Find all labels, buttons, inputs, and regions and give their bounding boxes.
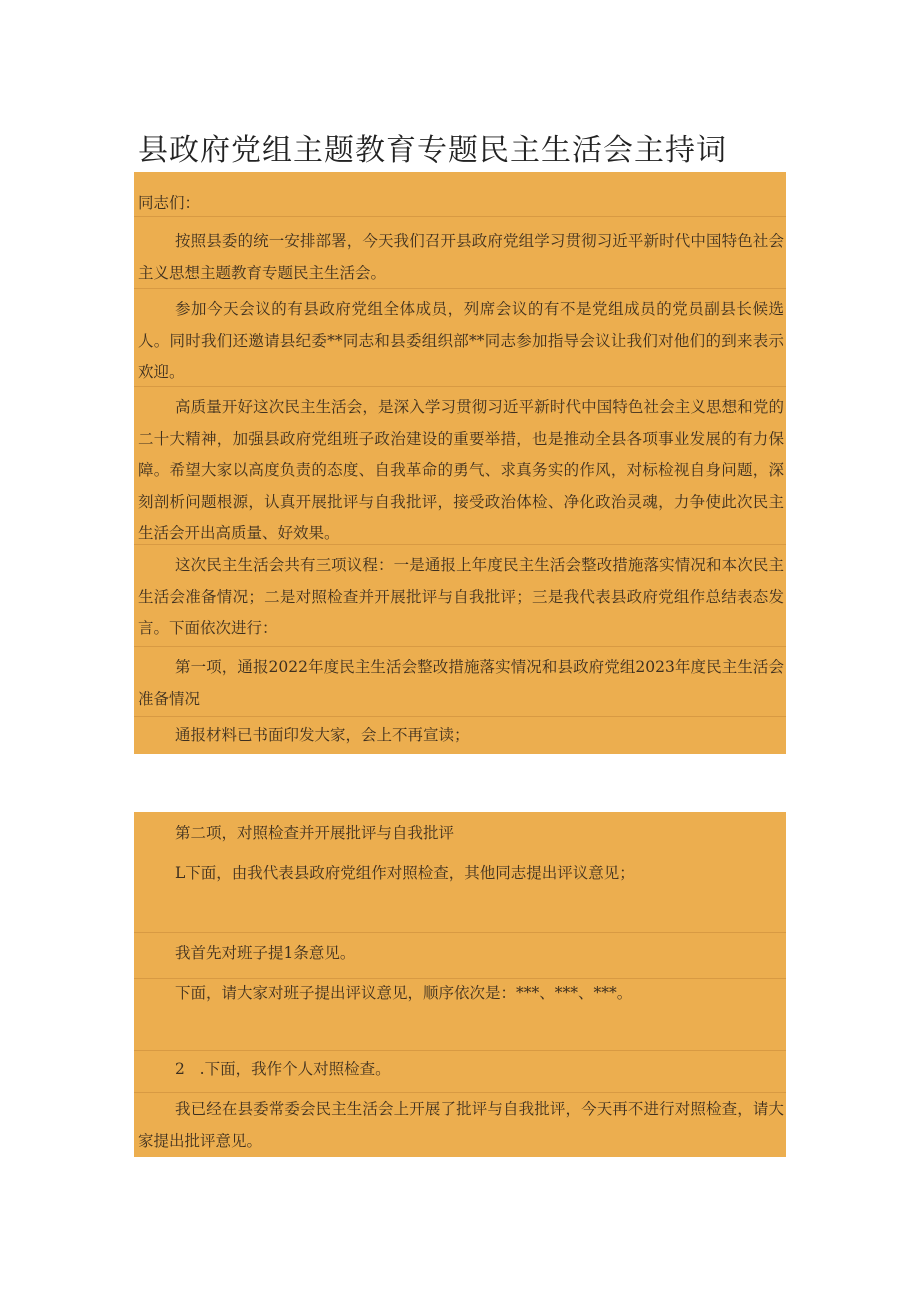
paragraph-materials: 通报材料已书面印发大家，会上不再宣读； bbox=[175, 726, 470, 744]
divider bbox=[134, 1092, 786, 1093]
divider bbox=[134, 978, 786, 979]
divider bbox=[134, 716, 786, 717]
divider bbox=[134, 544, 786, 545]
paragraph-item-one: 第一项，通报2022年度民主生活会整改措施落实情况和县政府党组2023年度民主生活会准备情况 bbox=[138, 658, 784, 708]
document-title: 县政府党组主题教育专题民主生活会主持词 bbox=[138, 133, 727, 168]
paragraph-closing: 我已经在县委常委会民主生活会上开展了批评与自我批评，今天再不进行对照检查，请大家提出批评意见。 bbox=[138, 1100, 784, 1150]
divider bbox=[134, 646, 786, 647]
divider bbox=[134, 386, 786, 387]
divider bbox=[134, 288, 786, 289]
paragraph-first-opinion: 我首先对班子提1条意见。 bbox=[175, 944, 356, 962]
paragraph-significance: 高质量开好这次民主生活会，是深入学习贯彻习近平新时代中国特色社会主义思想和党的二十大精神，加强县政府党组班子政治建设的重要举措，也是推动全县各项事业发展的有力保障。希望大家以高度负责的态度、自我革命的勇气、求真务实的作风，对标检视自身问题，深刻剖析问题根源，认真开展批评与自我批评，接受政治体检、净化政治灵魂，力争使此次民主生活会开出高质量、好效果。 bbox=[138, 398, 784, 542]
highlighted-section-1 bbox=[134, 172, 786, 754]
divider bbox=[134, 216, 786, 217]
paragraph-attendees: 参加今天会议的有县政府党组全体成员，列席会议的有不是党组成员的党员副县长候选人。同时我们还邀请县纪委**同志和县委组织部**同志参加指导会议让我们对他们的到来表示欢迎。 bbox=[138, 300, 784, 381]
highlighted-section-2 bbox=[134, 812, 786, 1157]
divider bbox=[134, 932, 786, 933]
paragraph-order: 下面，请大家对班子提出评议意见，顺序依次是：***、***、***。 bbox=[175, 984, 633, 1002]
greeting: 同志们： bbox=[138, 194, 201, 212]
divider bbox=[134, 1050, 786, 1051]
paragraph-agenda: 这次民主生活会共有三项议程：一是通报上年度民主生活会整改措施落实情况和本次民主生活会准备情况；二是对照检查并开展批评与自我批评；三是我代表县政府党组作总结表态发言。下面依次进行： bbox=[138, 556, 784, 637]
paragraph-arrangement: 按照县委的统一安排部署，今天我们召开县政府党组学习贯彻习近平新时代中国特色社会主义思想主题教育专题民主生活会。 bbox=[138, 232, 784, 282]
paragraph-personal-review: 2 .下面，我作个人对照检查。 bbox=[175, 1060, 391, 1078]
paragraph-item-two: 第二项，对照检查并开展批评与自我批评 bbox=[175, 824, 455, 842]
paragraph-collective-review: L下面，由我代表县政府党组作对照检查，其他同志提出评议意见； bbox=[175, 864, 635, 882]
